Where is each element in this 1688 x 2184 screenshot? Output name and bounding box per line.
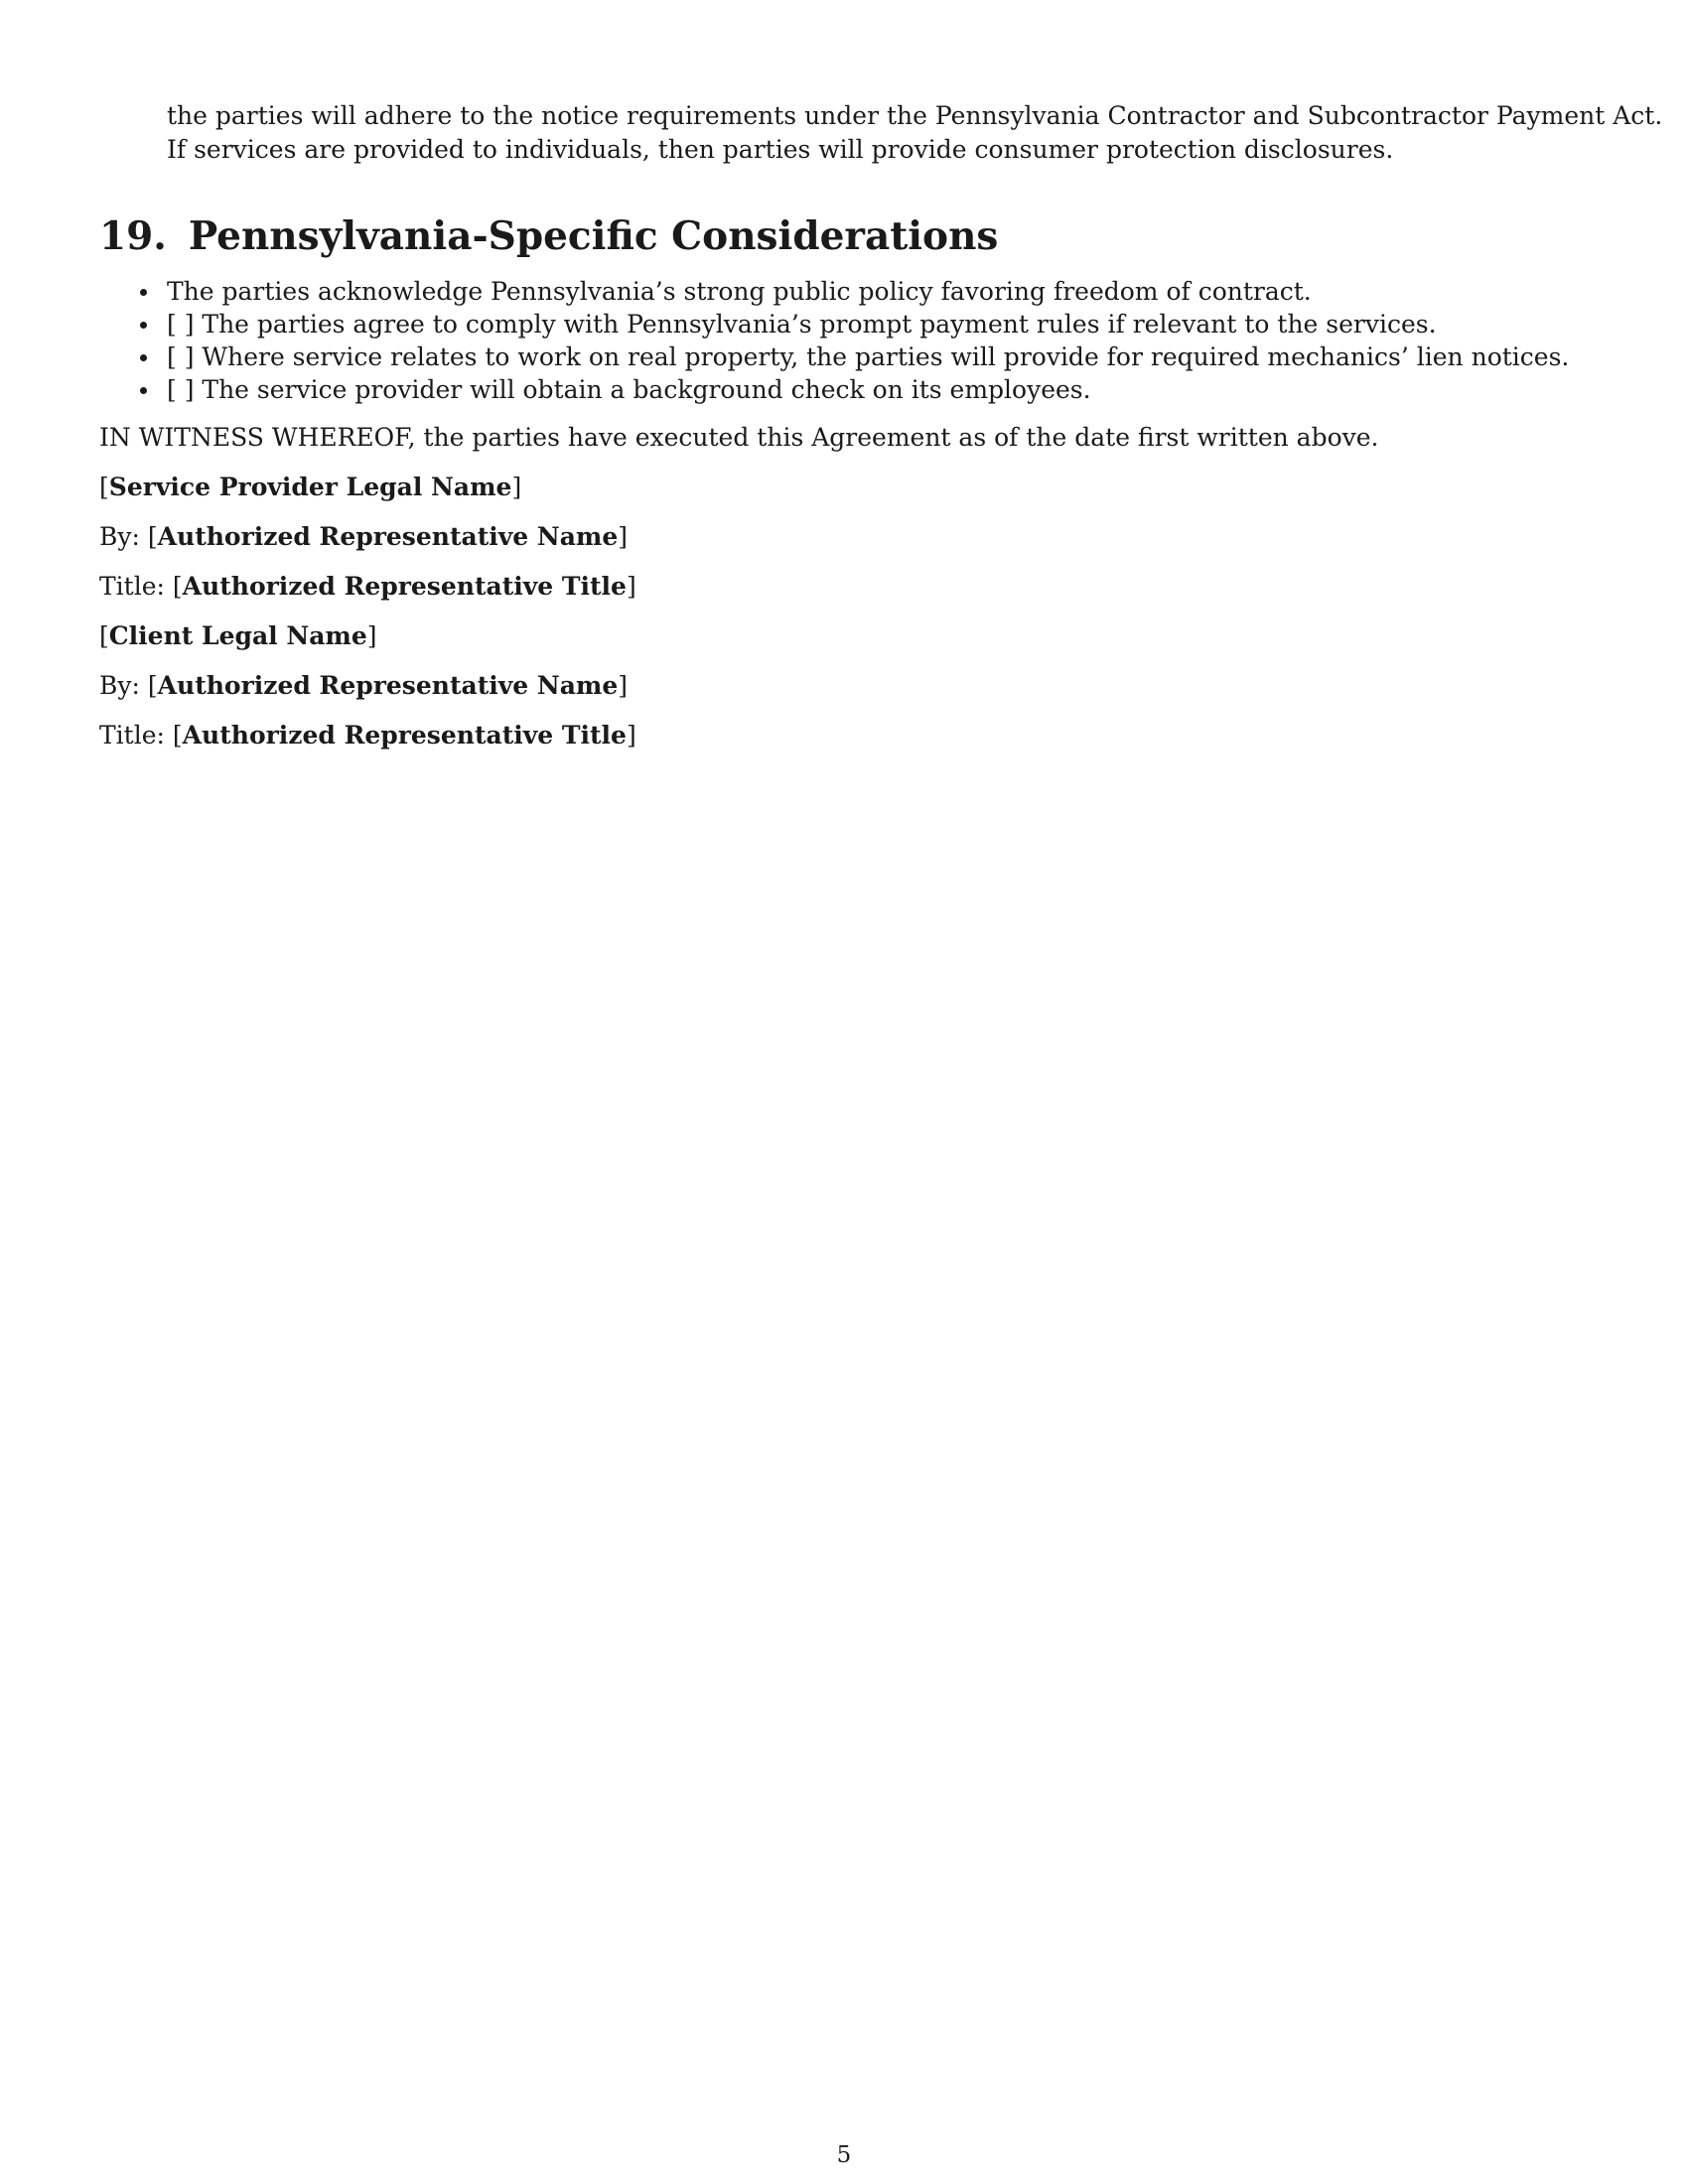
section-title: Pennsylvania-Specific Considerations — [188, 213, 999, 259]
list-item — [167, 275, 1569, 308]
provider-title-line: Title: [Authorized Representative Title] — [99, 572, 636, 601]
client-rep-title: Authorized Representative Title — [182, 721, 627, 750]
list-item — [167, 341, 1569, 373]
provider-name-line: [Service Provider Legal Name] — [99, 473, 522, 501]
client-title-line: Title: [Authorized Representative Title] — [99, 721, 636, 750]
client-rep-name: Authorized Representative Name — [157, 671, 619, 700]
client-name-line: [Client Legal Name] — [99, 621, 377, 650]
signature-block — [99, 421, 1379, 768]
provider-rep-name: Authorized Representative Name — [157, 522, 619, 551]
list-item-text: [ ] The parties agree to comply with Pennsylvania’s prompt payment rules if relevant to the services. — [167, 310, 1437, 339]
provider-rep-title: Authorized Representative Title — [182, 572, 627, 601]
list-item — [167, 373, 1569, 406]
bullet-icon — [140, 354, 147, 361]
client-legal-name: Client Legal Name — [108, 621, 367, 650]
page-number: 5 — [836, 2142, 852, 2168]
provider-by-line: By: [Authorized Representative Name] — [99, 522, 629, 551]
considerations-list — [167, 275, 1569, 406]
list-item-text: The parties acknowledge Pennsylvania’s strong public policy favoring freedom of contract. — [167, 277, 1312, 306]
continued-paragraph-line: If services are provided to individuals, then parties will provide consumer protection disclosures. — [167, 135, 1394, 164]
bullet-icon — [140, 387, 147, 394]
list-item-text: [ ] The service provider will obtain a background check on its employees. — [167, 375, 1091, 404]
continued-paragraph — [167, 99, 1663, 167]
provider-legal-name: Service Provider Legal Name — [108, 473, 512, 501]
client-by-line: By: [Authorized Representative Name] — [99, 671, 629, 700]
list-item — [167, 308, 1569, 341]
list-item-text: [ ] Where service relates to work on real property, the parties will provide for required mechanics’ lien notices. — [167, 342, 1570, 371]
by-label: By: — [99, 522, 140, 551]
title-label: Title: — [99, 721, 165, 750]
section-heading — [99, 208, 998, 264]
bullet-icon — [140, 289, 147, 296]
bullet-icon — [140, 322, 147, 329]
continued-paragraph-line: the parties will adhere to the notice requirements under the Pennsylvania Contractor and Subcontractor Payment Act. — [167, 101, 1663, 130]
by-label: By: — [99, 671, 140, 700]
title-label: Title: — [99, 572, 165, 601]
section-number: 19. — [99, 213, 167, 259]
witness-statement: IN WITNESS WHEREOF, the parties have executed this Agreement as of the date first written above. — [99, 423, 1379, 452]
